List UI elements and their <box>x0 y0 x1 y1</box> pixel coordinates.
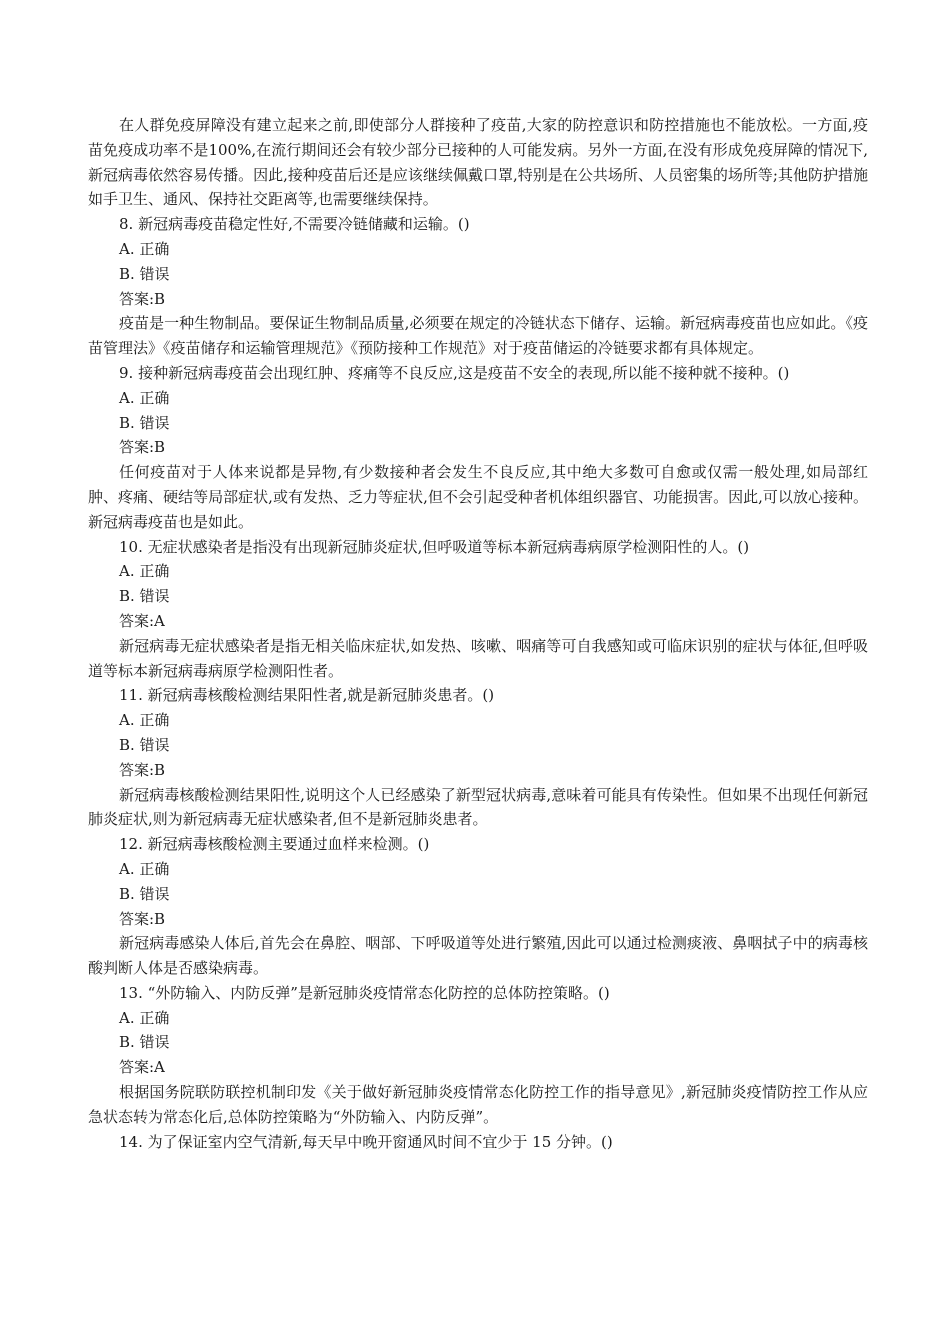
explanation-paragraph: 新冠病毒核酸检测结果阳性,说明这个人已经感染了新型冠状病毒,意味着可能具有传染性。但如果不出现任何新冠肺炎症状,则为新冠病毒无症状感染者,但不是新冠肺炎患者。 <box>88 785 868 829</box>
intro-paragraph: 在人群免疫屏障没有建立起来之前,即使部分人群接种了疫苗,大家的防控意识和防控措施也不能放松。一方面,疫苗免疫成功率不是100%,在流行期间还会有较少部分已接种的人可能发病。另外一方面,在没有形成免疫屏障的情况下,新冠病毒依然容易传播。因此,接种疫苗后还是应该继续佩戴口罩,特别是在公共场所、人员密集的场所等;其他防护措施如手卫生、通风、保持社交距离等,也需要继续保持。 <box>88 116 868 209</box>
question-block-9 <box>88 361 868 535</box>
question-text: 8. 新冠病毒疫苗稳定性好,不需要冷链储藏和运输。() <box>119 215 470 234</box>
question-block-10 <box>88 535 868 684</box>
option-b: B. 错误 <box>119 735 170 754</box>
question-block-8 <box>88 212 868 361</box>
question-block-13 <box>88 981 868 1130</box>
question-text: 11. 新冠病毒核酸检测结果阳性者,就是新冠肺炎患者。() <box>119 686 495 705</box>
option-a: A. 正确 <box>119 388 170 407</box>
question-block-11 <box>88 683 868 832</box>
explanation-paragraph: 根据国务院联防联控机制印发《关于做好新冠肺炎疫情常态化防控工作的指导意见》,新冠肺炎疫情防控工作从应急状态转为常态化后,总体防控策略为“外防输入、内防反弹”。 <box>88 1083 868 1126</box>
question-text: 12. 新冠病毒核酸检测主要通过血样来检测。() <box>119 835 430 854</box>
explanation-paragraph: 疫苗是一种生物制品。要保证生物制品质量,必须要在规定的冷链状态下储存、运输。新冠病毒疫苗也应如此。《疫苗管理法》《疫苗储存和运输管理规范》《预防接种工作规范》对于疫苗储运的冷链要求都有具体规定。 <box>88 314 868 358</box>
explanation-paragraph: 任何疫苗对于人体来说都是异物,有少数接种者会发生不良反应,其中绝大多数可自愈或仅需一般处理,如局部红肿、疼痛、硬结等局部症状,或有发热、乏力等症状,但不会引起受种者机体组织器官、功能损害。因此,可以放心接种。新冠病毒疫苗也是如此。 <box>88 463 868 531</box>
question-text-14: 14. 为了保证室内空气清新,每天早中晚开窗通风时间不宜少于 15 分钟。() <box>119 1132 613 1151</box>
option-a: A. 正确 <box>119 562 170 581</box>
question-block-12 <box>88 832 868 981</box>
answer-text: 答案:B <box>119 909 166 928</box>
document-page <box>88 113 868 1154</box>
option-a: A. 正确 <box>119 1008 170 1027</box>
explanation-paragraph: 新冠病毒感染人体后,首先会在鼻腔、咽部、下呼吸道等处进行繁殖,因此可以通过检测痰液、鼻咽拭子中的病毒核酸判断人体是否感染病毒。 <box>88 934 868 978</box>
explanation-paragraph: 新冠病毒无症状感染者是指无相关临床症状,如发热、咳嗽、咽痛等可自我感知或可临床识别的症状与体征,但呼吸道等标本新冠病毒病原学检测阳性者。 <box>88 636 868 680</box>
option-a: A. 正确 <box>119 711 170 730</box>
option-a: A. 正确 <box>119 859 170 878</box>
option-b: B. 错误 <box>119 264 170 283</box>
option-b: B. 错误 <box>119 1033 170 1052</box>
option-a: A. 正确 <box>119 239 170 258</box>
answer-text: 答案:B <box>119 760 166 779</box>
answer-text: 答案:B <box>119 289 166 308</box>
option-b: B. 错误 <box>119 884 170 903</box>
question-text: 13. “外防输入、内防反弹”是新冠肺炎疫情常态化防控的总体防控策略。() <box>119 983 610 1002</box>
option-b: B. 错误 <box>119 413 170 432</box>
question-text: 10. 无症状感染者是指没有出现新冠肺炎症状,但呼吸道等标本新冠病毒病原学检测阳性的人。() <box>119 537 750 556</box>
answer-text: 答案:B <box>119 438 166 457</box>
question-text: 9. 接种新冠病毒疫苗会出现红肿、疼痛等不良反应,这是疫苗不安全的表现,所以能不接种就不接种。() <box>119 363 790 382</box>
option-b: B. 错误 <box>119 587 170 606</box>
answer-text: 答案:A <box>119 611 165 630</box>
answer-text: 答案:A <box>119 1058 165 1077</box>
